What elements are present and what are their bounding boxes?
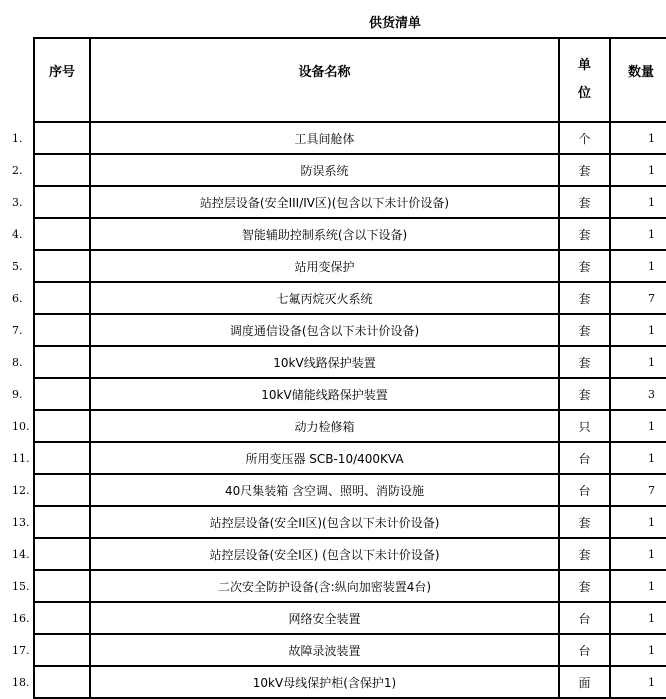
- table-row: [0, 474, 666, 506]
- row-quantity: 1: [610, 314, 666, 346]
- table-row: [0, 666, 666, 698]
- table-row: [0, 282, 666, 314]
- row-index-cell: [34, 378, 90, 410]
- row-quantity: 1: [610, 570, 666, 602]
- row-quantity: 1: [610, 218, 666, 250]
- row-equipment-name: 站用变保护: [90, 250, 559, 282]
- row-quantity: 3: [610, 378, 666, 410]
- row-number: 2.: [12, 163, 23, 177]
- table-row: [0, 538, 666, 570]
- row-number: 13.: [12, 515, 30, 529]
- header-name: 设备名称: [90, 38, 559, 122]
- table-row: [0, 186, 666, 218]
- row-number: 9.: [12, 387, 23, 401]
- row-index-cell: [34, 218, 90, 250]
- row-number: 5.: [12, 259, 23, 273]
- row-unit: 套: [559, 346, 610, 378]
- row-unit: 台: [559, 442, 610, 474]
- row-unit: 套: [559, 570, 610, 602]
- header-unit-top: 单: [577, 58, 591, 73]
- row-quantity: 1: [610, 250, 666, 282]
- table-row: [0, 346, 666, 378]
- row-quantity: 1: [610, 666, 666, 698]
- row-equipment-name: 所用变压器 SCB-10/400KVA: [90, 442, 559, 474]
- row-equipment-name: 防误系统: [90, 154, 559, 186]
- row-number: 1.: [12, 131, 23, 145]
- table-header-row: [0, 38, 666, 122]
- row-equipment-name: 网络安全装置: [90, 602, 559, 634]
- row-index-cell: [34, 282, 90, 314]
- row-quantity: 1: [610, 506, 666, 538]
- row-equipment-name: 智能辅助控制系统(含以下设备): [90, 218, 559, 250]
- row-unit: 台: [559, 602, 610, 634]
- row-unit: 面: [559, 666, 610, 698]
- row-quantity: 1: [610, 122, 666, 154]
- row-number: 8.: [12, 355, 23, 369]
- row-quantity: 1: [610, 154, 666, 186]
- row-equipment-name: 10kV母线保护柜(含保护1): [90, 666, 559, 698]
- row-index-cell: [34, 602, 90, 634]
- header-qty: 数量: [610, 38, 666, 122]
- table-row: [0, 250, 666, 282]
- row-unit: 个: [559, 122, 610, 154]
- row-quantity: 7: [610, 474, 666, 506]
- row-number: 18.: [12, 675, 30, 689]
- row-index-cell: [34, 538, 90, 570]
- row-number: 12.: [12, 483, 30, 497]
- row-number: 16.: [12, 611, 30, 625]
- row-unit: 台: [559, 474, 610, 506]
- table-row: [0, 122, 666, 154]
- row-unit: 套: [559, 218, 610, 250]
- row-number: 14.: [12, 547, 30, 561]
- row-index-cell: [34, 634, 90, 666]
- row-index-cell: [34, 250, 90, 282]
- row-equipment-name: 七氟丙烷灭火系统: [90, 282, 559, 314]
- supply-list-table: [0, 37, 666, 699]
- header-unit-bottom: 位: [577, 86, 591, 101]
- table-row: [0, 634, 666, 666]
- row-unit: 套: [559, 154, 610, 186]
- row-index-cell: [34, 410, 90, 442]
- row-quantity: 1: [610, 186, 666, 218]
- row-index-cell: [34, 666, 90, 698]
- row-index-cell: [34, 474, 90, 506]
- row-quantity: 1: [610, 602, 666, 634]
- table-row: [0, 154, 666, 186]
- row-unit: 套: [559, 538, 610, 570]
- row-quantity: 1: [610, 442, 666, 474]
- header-blank-cell: [0, 38, 34, 122]
- row-number: 15.: [12, 579, 30, 593]
- row-quantity: 1: [610, 410, 666, 442]
- row-quantity: 1: [610, 538, 666, 570]
- row-index-cell: [34, 506, 90, 538]
- row-equipment-name: 站控层设备(安全I区) (包含以下未计价设备): [90, 538, 559, 570]
- row-number: 6.: [12, 291, 23, 305]
- row-index-cell: [34, 442, 90, 474]
- row-quantity: 7: [610, 282, 666, 314]
- header-unit: [559, 38, 610, 122]
- row-equipment-name: 10kV线路保护装置: [90, 346, 559, 378]
- row-equipment-name: 动力检修箱: [90, 410, 559, 442]
- table-row: [0, 378, 666, 410]
- row-equipment-name: 40尺集装箱 含空调、照明、消防设施: [90, 474, 559, 506]
- row-quantity: 1: [610, 346, 666, 378]
- row-number: 4.: [12, 227, 23, 241]
- row-number: 3.: [12, 195, 23, 209]
- row-unit: 套: [559, 282, 610, 314]
- table-row: [0, 314, 666, 346]
- row-equipment-name: 故障录波装置: [90, 634, 559, 666]
- row-index-cell: [34, 186, 90, 218]
- row-index-cell: [34, 570, 90, 602]
- row-unit: 套: [559, 314, 610, 346]
- row-equipment-name: 站控层设备(安全III/IV区)(包含以下未计价设备): [90, 186, 559, 218]
- row-equipment-name: 10kV储能线路保护装置: [90, 378, 559, 410]
- table-row: [0, 506, 666, 538]
- row-unit: 台: [559, 634, 610, 666]
- row-index-cell: [34, 314, 90, 346]
- row-number: 10.: [12, 419, 30, 433]
- row-unit: 套: [559, 506, 610, 538]
- row-number: 7.: [12, 323, 23, 337]
- row-equipment-name: 工具间舱体: [90, 122, 559, 154]
- table-row: [0, 218, 666, 250]
- row-quantity: 1: [610, 634, 666, 666]
- row-unit: 套: [559, 378, 610, 410]
- row-equipment-name: 调度通信设备(包含以下未计价设备): [90, 314, 559, 346]
- table-row: [0, 570, 666, 602]
- table-row: [0, 410, 666, 442]
- row-index-cell: [34, 154, 90, 186]
- row-number: 17.: [12, 643, 30, 657]
- row-index-cell: [34, 346, 90, 378]
- row-equipment-name: 站控层设备(安全II区)(包含以下未计价设备): [90, 506, 559, 538]
- row-number: 11.: [12, 451, 30, 465]
- table-row: [0, 602, 666, 634]
- row-equipment-name: 二次安全防护设备(含:纵向加密装置4台): [90, 570, 559, 602]
- row-unit: 套: [559, 186, 610, 218]
- row-index-cell: [34, 122, 90, 154]
- header-index: 序号: [34, 38, 90, 122]
- table-row: [0, 442, 666, 474]
- row-unit: 只: [559, 410, 610, 442]
- row-unit: 套: [559, 250, 610, 282]
- page-title: 供货清单: [368, 16, 421, 31]
